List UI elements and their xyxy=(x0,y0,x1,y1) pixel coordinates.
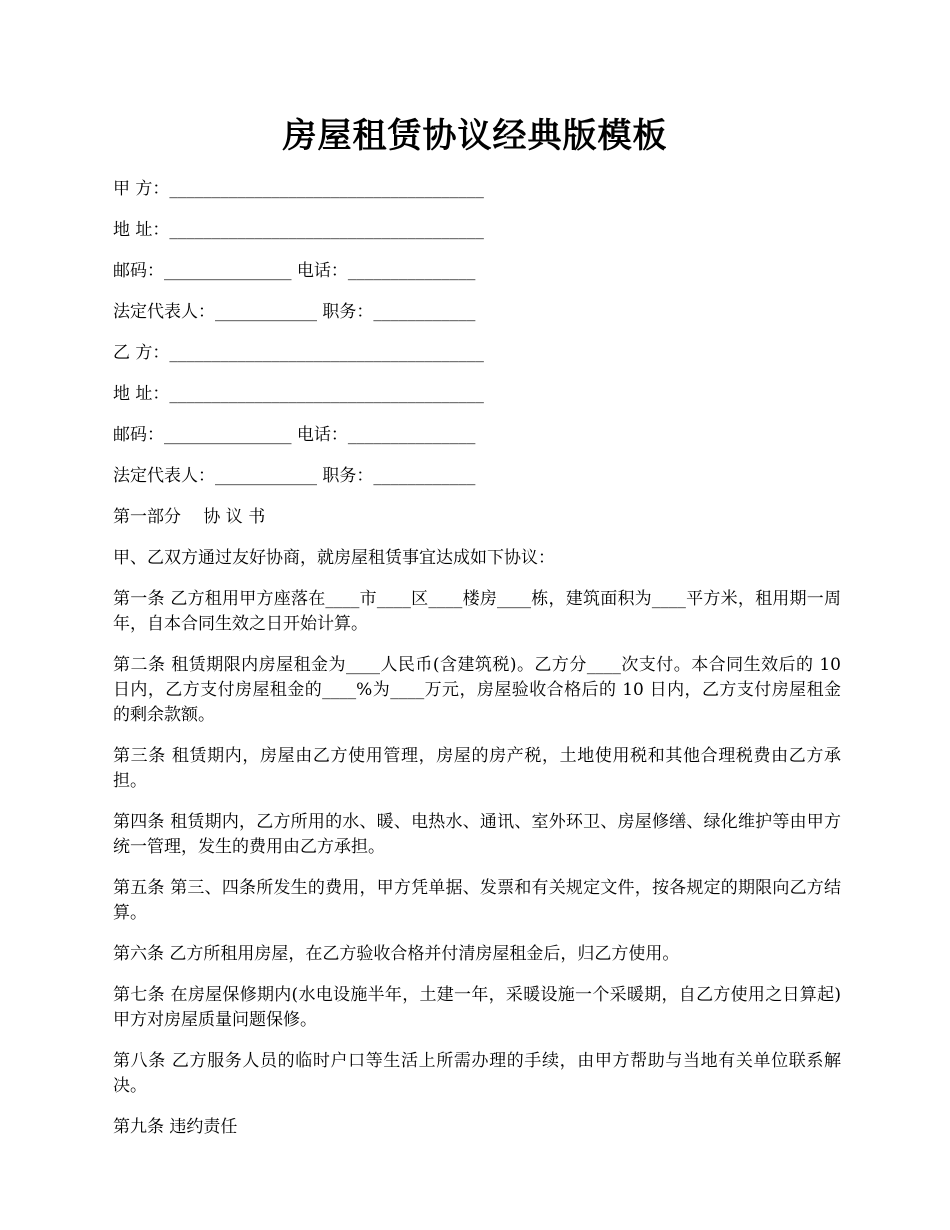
article-3: 第三条 租赁期内，房屋由乙方使用管理，房屋的房产税，土地使用税和其他合理税费由乙方承担。 xyxy=(113,746,841,791)
document-title: 房屋租赁协议经典版模板 xyxy=(282,116,668,156)
article-4: 第四条 租赁期内，乙方所用的水、暖、电热水、通讯、室外环卫、房屋修缮、绿化维护等由甲方统一管理，发生的费用由乙方承担。 xyxy=(113,812,841,857)
article-6: 第六条 乙方所租用房屋，在乙方验收合格并付清房屋租金后，归乙方使用。 xyxy=(113,944,680,964)
party-b-representative-position-field: 法定代表人：____________ 职务：____________ xyxy=(113,466,476,486)
party-b-address-field: 地 址：_____________________________________ xyxy=(113,384,484,404)
party-b-name-field: 乙 方：_____________________________________ xyxy=(113,343,484,363)
article-1: 第一条 乙方租用甲方座落在____市____区____楼房____栋，建筑面积为____平方米，租用期一周年，自本合同生效之日开始计算。 xyxy=(113,589,841,634)
agreement-intro: 甲、乙双方通过友好协商，就房屋租赁事宜达成如下协议： xyxy=(113,548,555,568)
article-8: 第八条 乙方服务人员的临时户口等生活上所需办理的手续，由甲方帮助与当地有关单位联系解决。 xyxy=(113,1051,841,1096)
article-9: 第九条 违约责任 xyxy=(113,1117,238,1137)
article-5: 第五条 第三、四条所发生的费用，甲方凭单据、发票和有关规定文件，按各规定的期限向乙方结算。 xyxy=(113,878,841,923)
document-body xyxy=(113,177,841,1156)
article-7: 第七条 在房屋保修期内(水电设施半年，土建一年，采暖设施一个采暖期，自乙方使用之日算起)甲方对房屋质量问题保修。 xyxy=(113,985,841,1030)
party-a-postcode-phone-field: 邮码：_______________ 电话：_______________ xyxy=(113,261,476,281)
party-a-representative-position-field: 法定代表人：____________ 职务：____________ xyxy=(113,302,476,322)
party-b-postcode-phone-field: 邮码：_______________ 电话：_______________ xyxy=(113,425,476,445)
section-heading: 第一部分 协 议 书 xyxy=(113,507,266,527)
party-a-name-field: 甲 方：_____________________________________ xyxy=(113,179,484,199)
article-2: 第二条 租赁期限内房屋租金为____人民币(含建筑税)。乙方分____次支付。本合同生效后的 10 日内，乙方支付房屋租金的____%为____万元，房屋验收合格后的 10 日内，乙方支付房屋租金的剩余款额。 xyxy=(113,655,841,725)
party-a-address-field: 地 址：_____________________________________ xyxy=(113,220,484,240)
